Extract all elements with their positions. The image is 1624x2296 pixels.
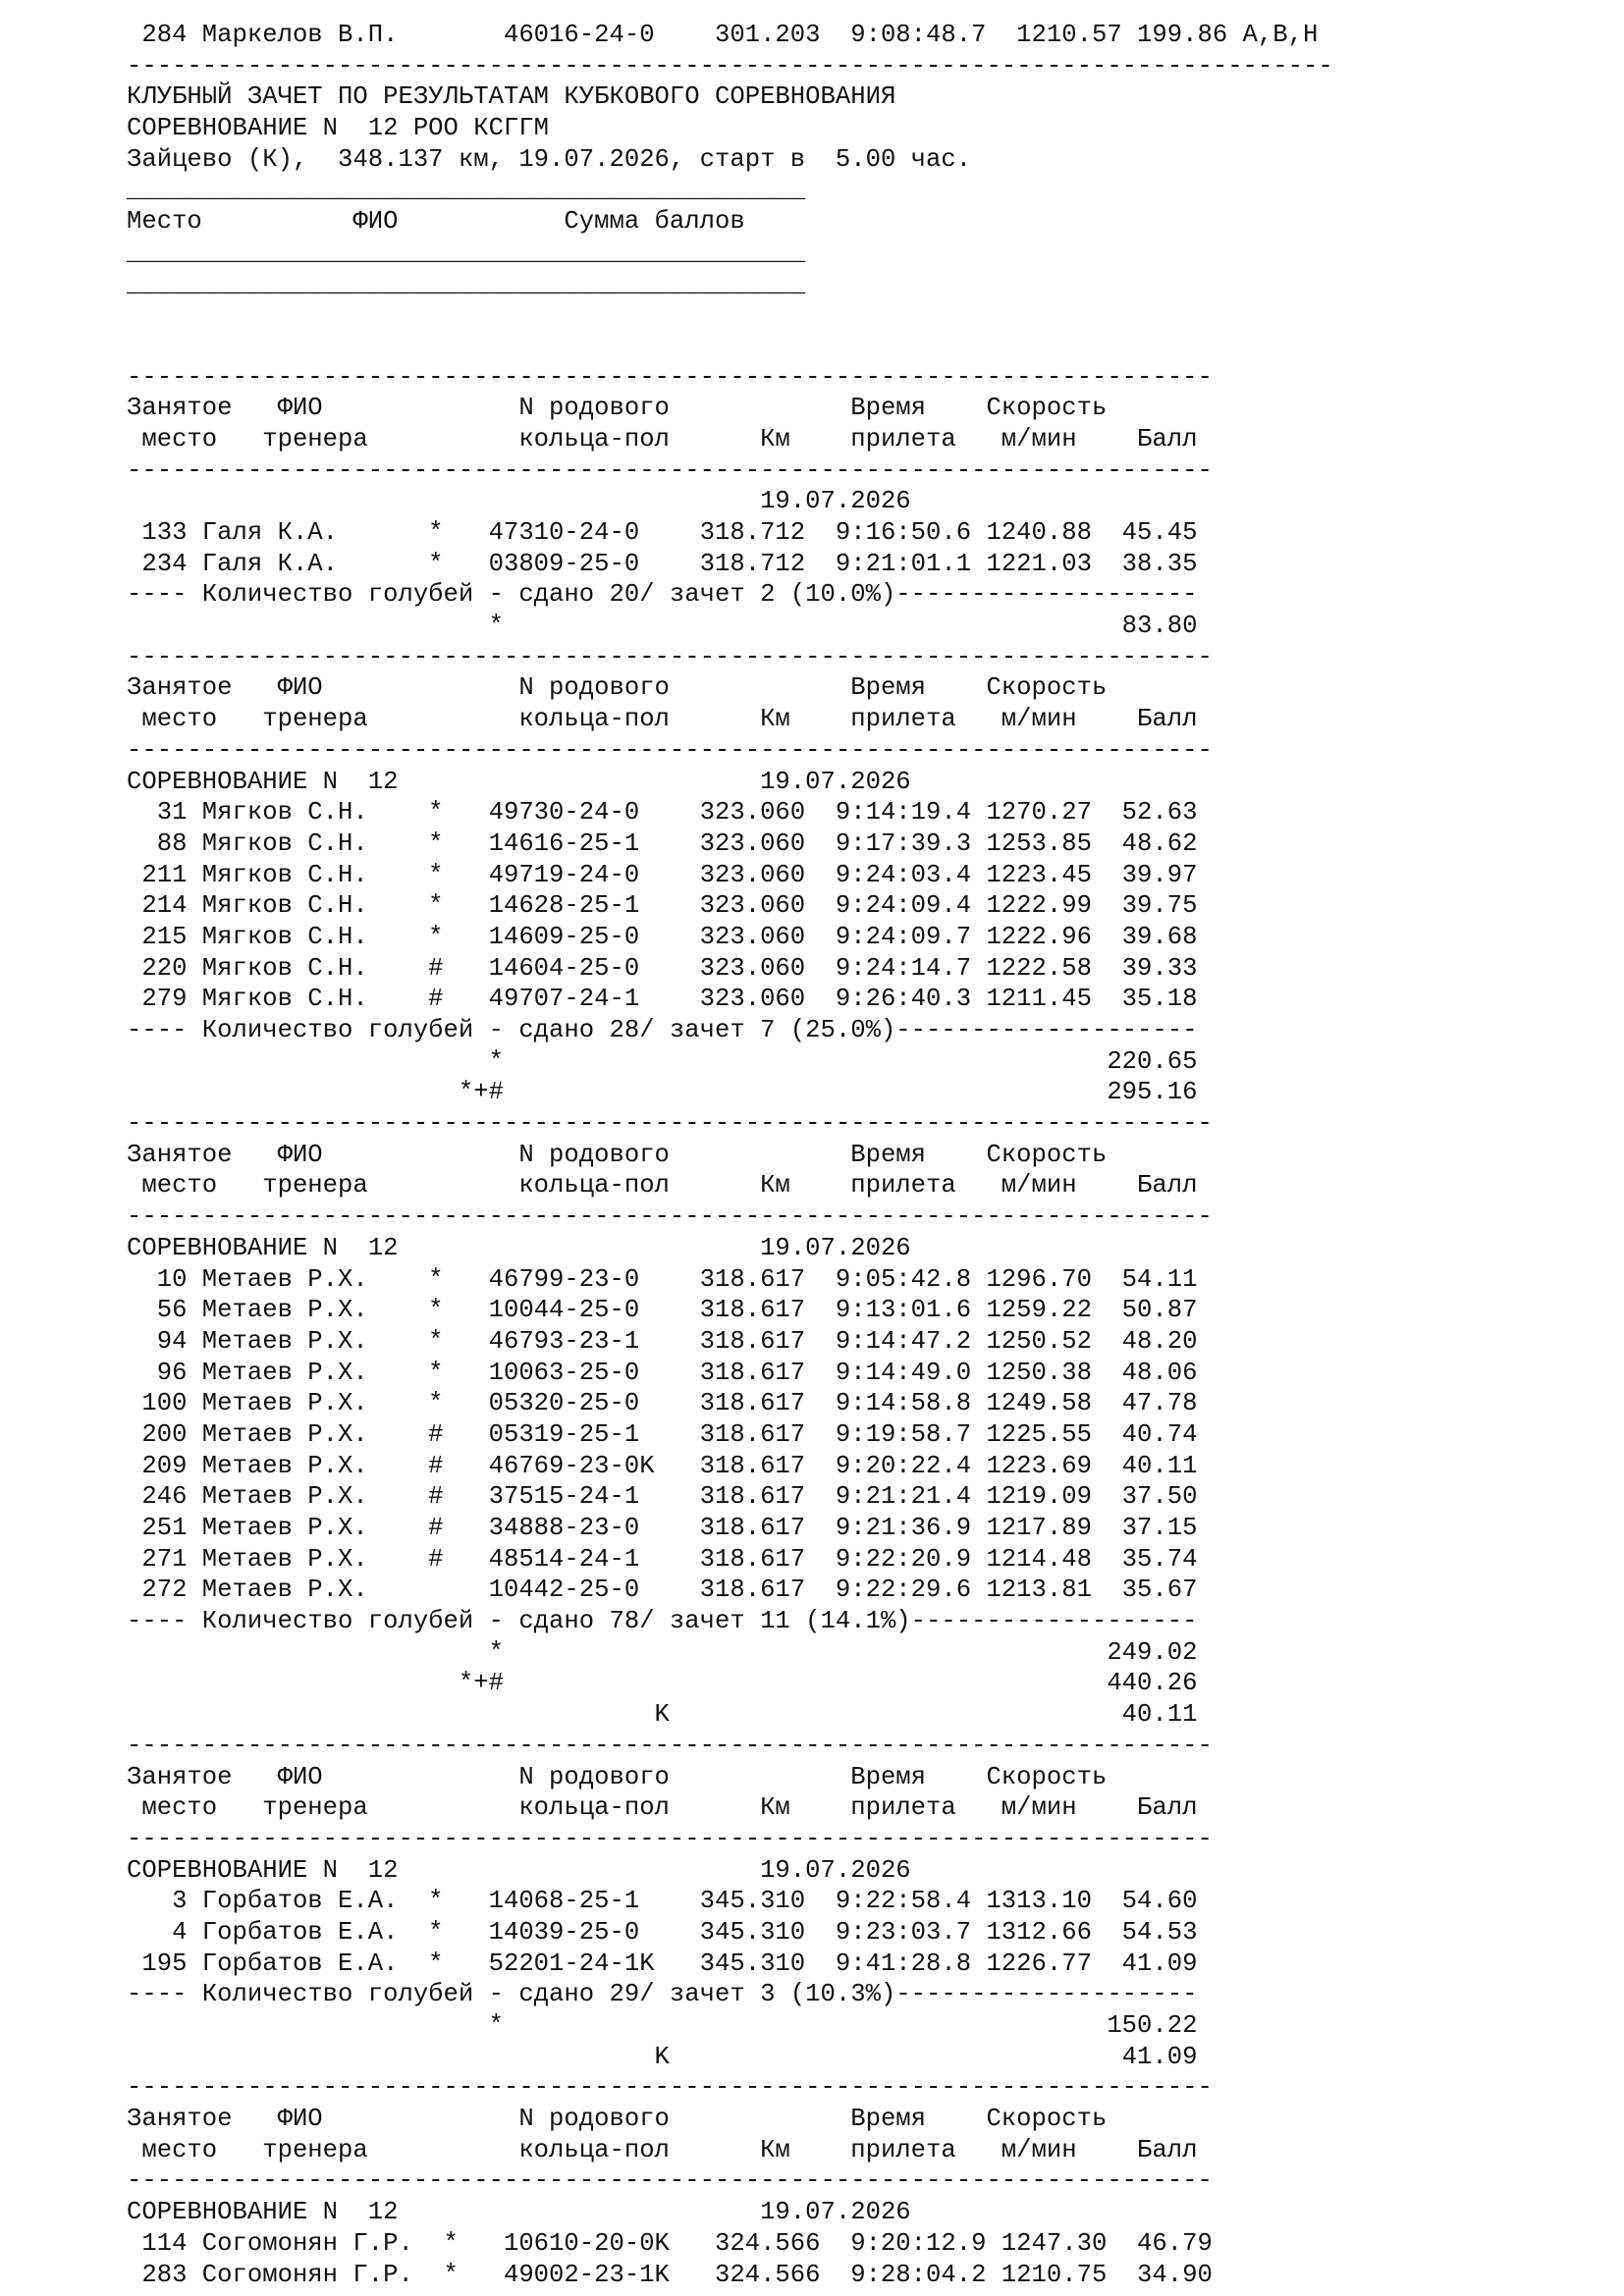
text-line: 96 Метаев Р.Х. * 10063-25-0 318.617 9:14:49.0 1250.38 48.06 xyxy=(127,1358,1198,1387)
text-line: ------------------------------------------------------------------------ xyxy=(127,2073,1213,2103)
text-line: 234 Галя К.А. * 03809-25-0 318.712 9:21:01.1 1221.03 38.35 xyxy=(127,549,1198,578)
text-line: 209 Метаев Р.Х. # 46769-23-0K 318.617 9:20:22.4 1223.69 40.11 xyxy=(127,1451,1198,1480)
text-line: 284 Маркелов В.П. 46016-24-0 301.203 9:08:48.7 1210.57 199.86 А,В,Н xyxy=(127,21,1319,49)
text-line: ---- Количество голубей - сдано 29/ зачет 3 (10.3%)-------------------- xyxy=(127,1980,1198,2009)
text-line: ------------------------------------------------------------------------ xyxy=(127,1109,1213,1139)
text-line: СОРЕВНОВАНИЕ N 12 19.07.2026 xyxy=(127,1855,911,1885)
text-line: 272 Метаев Р.Х. 10442-25-0 318.617 9:22:29.6 1213.81 35.67 xyxy=(127,1575,1198,1605)
text-line: *+# 440.26 xyxy=(127,1669,1198,1698)
text-line: 200 Метаев Р.Х. # 05319-25-1 318.617 9:19:58.7 1225.55 40.74 xyxy=(127,1419,1198,1449)
text-line: место тренера кольца-пол Км прилета м/мин Балл xyxy=(127,1793,1198,1823)
text-line: ------------------------------------------------------------------------ xyxy=(127,642,1213,671)
text-line: Занятое ФИО N родового Время Скорость xyxy=(127,1762,1108,1791)
text-line: K 41.09 xyxy=(127,2042,1198,2071)
text-line: СОРЕВНОВАНИЕ N 12 19.07.2026 xyxy=(127,2198,911,2227)
text-line: Занятое ФИО N родового Время Скорость xyxy=(127,394,1108,423)
text-line: *+# 295.16 xyxy=(127,1078,1198,1107)
text-line: K 40.11 xyxy=(127,1700,1198,1730)
text-line: 114 Согомонян Г.Р. * 10610-20-0K 324.566 9:20:12.9 1247.30 46.79 xyxy=(127,2228,1213,2258)
text-line: Занятое ФИО N родового Время Скорость xyxy=(127,673,1108,703)
text-line: ------------------------------------------------------------------------ xyxy=(127,1824,1213,1853)
text-line: * 249.02 xyxy=(127,1637,1198,1667)
text-line: СОРЕВНОВАНИЕ N 12 19.07.2026 xyxy=(127,767,911,796)
text-line: _____________________________________________ xyxy=(127,269,806,298)
text-line: 220 Мягков С.Н. # 14604-25-0 323.060 9:24:14.7 1222.58 39.33 xyxy=(127,953,1198,983)
results-printout xyxy=(127,20,1333,2290)
text-line: 56 Метаев Р.Х. * 10044-25-0 318.617 9:13:01.6 1259.22 50.87 xyxy=(127,1296,1198,1325)
text-line: ------------------------------------------------------------------------ xyxy=(127,1731,1213,1760)
text-line: 19.07.2026 xyxy=(127,487,911,516)
text-line: Зайцево (К), 348.137 км, 19.07.2026, старт в 5.00 час. xyxy=(127,144,972,174)
text-line: 100 Метаев Р.Х. * 05320-25-0 318.617 9:14:58.8 1249.58 47.78 xyxy=(127,1389,1198,1418)
text-line: 279 Мягков С.Н. # 49707-24-1 323.060 9:26:40.3 1211.45 35.18 xyxy=(127,985,1198,1014)
text-line: место тренера кольца-пол Км прилета м/мин Балл xyxy=(127,2135,1198,2164)
text-line: 214 Мягков С.Н. * 14628-25-1 323.060 9:24:09.4 1222.99 39.75 xyxy=(127,891,1198,921)
text-line: ------------------------------------------------------------------------ xyxy=(127,362,1213,392)
text-line: -------------------------------------------------------------------------------- xyxy=(127,51,1333,80)
text-line: ---- Количество голубей - сдано 28/ зачет 7 (25.0%)-------------------- xyxy=(127,1016,1198,1044)
text-line: ------------------------------------------------------------------------ xyxy=(127,455,1213,485)
text-line: 133 Галя К.А. * 47310-24-0 318.712 9:16:50.6 1240.88 45.45 xyxy=(127,518,1198,547)
text-line: 94 Метаев Р.Х. * 46793-23-1 318.617 9:14:47.2 1250.52 48.20 xyxy=(127,1326,1198,1356)
text-line: КЛУБНЫЙ ЗАЧЕТ ПО РЕЗУЛЬТАТАМ КУБКОВОГО СОРЕВНОВАНИЯ xyxy=(127,82,896,112)
text-line: СОРЕВНОВАНИЕ N 12 РОО КСГГМ xyxy=(127,114,550,143)
text-line: _____________________________________________ xyxy=(127,238,806,267)
text-line: _____________________________________________ xyxy=(127,176,806,205)
text-line: * 83.80 xyxy=(127,612,1198,641)
text-line xyxy=(127,299,1333,331)
text-line: 10 Метаев Р.Х. * 46799-23-0 318.617 9:05:42.8 1296.70 54.11 xyxy=(127,1264,1198,1294)
text-line: * 150.22 xyxy=(127,2011,1198,2040)
text-line: ---- Количество голубей - сдано 78/ зачет 11 (14.1%)------------------- xyxy=(127,1607,1198,1636)
text-line: 31 Мягков С.Н. * 49730-24-0 323.060 9:14:19.4 1270.27 52.63 xyxy=(127,798,1198,828)
text-line: 3 Горбатов Е.А. * 14068-25-1 345.310 9:22:58.4 1313.10 54.60 xyxy=(127,1887,1198,1916)
text-line: 88 Мягков С.Н. * 14616-25-1 323.060 9:17:39.3 1253.85 48.62 xyxy=(127,828,1198,858)
text-line: ---- Количество голубей - сдано 20/ зачет 2 (10.0%)-------------------- xyxy=(127,580,1198,610)
text-line: 246 Метаев Р.Х. # 37515-24-1 318.617 9:21:21.4 1219.09 37.50 xyxy=(127,1482,1198,1512)
text-line: 283 Согомонян Г.Р. * 49002-23-1K 324.566 9:28:04.2 1210.75 34.90 xyxy=(127,2260,1213,2289)
text-line: Место ФИО Сумма баллов xyxy=(127,207,745,237)
text-line xyxy=(127,331,1333,362)
text-line: ------------------------------------------------------------------------ xyxy=(127,735,1213,765)
text-line: Занятое ФИО N родового Время Скорость xyxy=(127,1140,1108,1169)
text-line: Занятое ФИО N родового Время Скорость xyxy=(127,2105,1108,2134)
text-line: * 220.65 xyxy=(127,1046,1198,1076)
text-line: 195 Горбатов Е.А. * 52201-24-1K 345.310 9:41:28.8 1226.77 41.09 xyxy=(127,1949,1198,1978)
text-line: 211 Мягков С.Н. * 49719-24-0 323.060 9:24:03.4 1223.45 39.97 xyxy=(127,860,1198,889)
text-line: 271 Метаев Р.Х. # 48514-24-1 318.617 9:22:20.9 1214.48 35.74 xyxy=(127,1544,1198,1574)
text-line: ------------------------------------------------------------------------ xyxy=(127,1202,1213,1232)
text-line: 4 Горбатов Е.А. * 14039-25-0 345.310 9:23:03.7 1312.66 54.53 xyxy=(127,1917,1198,1947)
text-line: место тренера кольца-пол Км прилета м/мин Балл xyxy=(127,705,1198,734)
text-line: место тренера кольца-пол Км прилета м/мин Балл xyxy=(127,1171,1198,1201)
text-line: 251 Метаев Р.Х. # 34888-23-0 318.617 9:21:36.9 1217.89 37.15 xyxy=(127,1514,1198,1542)
text-line: 215 Мягков С.Н. * 14609-25-0 323.060 9:24:09.7 1222.96 39.68 xyxy=(127,922,1198,951)
text-line: место тренера кольца-пол Км прилета м/мин Балл xyxy=(127,424,1198,454)
text-line: СОРЕВНОВАНИЕ N 12 19.07.2026 xyxy=(127,1233,911,1262)
text-line: ------------------------------------------------------------------------ xyxy=(127,2166,1213,2196)
